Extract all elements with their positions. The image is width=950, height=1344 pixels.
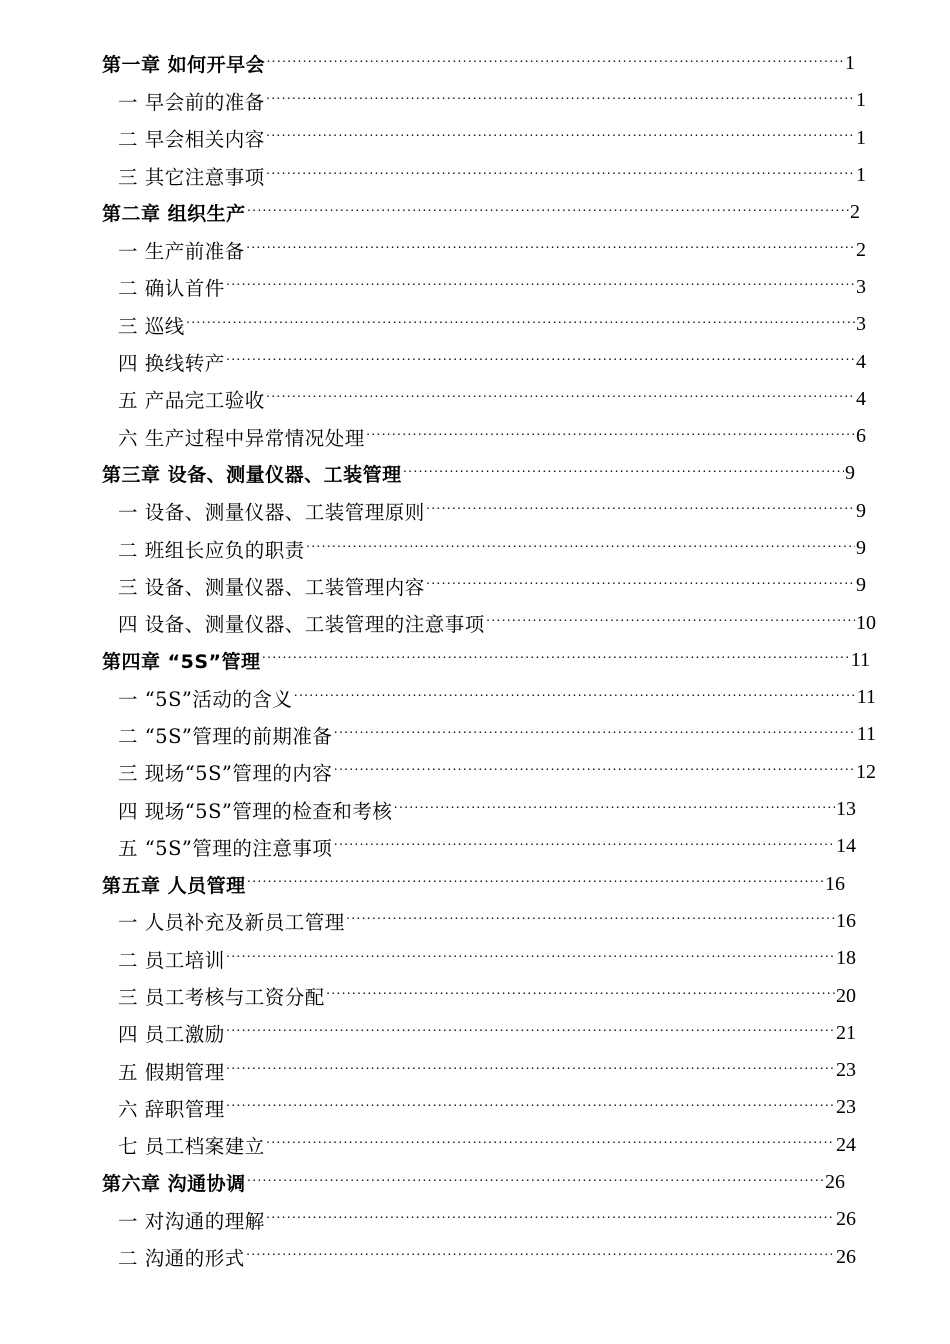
toc-page-number: 23 bbox=[836, 1059, 856, 1082]
toc-chapter-entry[interactable] bbox=[102, 1164, 845, 1201]
toc-dot-leader bbox=[226, 950, 835, 966]
toc-section-entry[interactable] bbox=[102, 567, 866, 604]
toc-dot-leader bbox=[266, 167, 855, 183]
toc-dot-leader bbox=[346, 912, 835, 928]
toc-dot-leader bbox=[293, 689, 855, 705]
toc-page-number: 1 bbox=[856, 164, 866, 187]
toc-page-number: 21 bbox=[836, 1021, 856, 1044]
toc-section-entry[interactable] bbox=[102, 791, 856, 828]
toc-entry-title: 第四章 “5S”管理 bbox=[102, 650, 261, 673]
toc-dot-leader bbox=[246, 241, 855, 257]
toc-section-entry[interactable] bbox=[102, 1127, 856, 1164]
toc-section-entry[interactable] bbox=[102, 828, 856, 865]
toc-entry-title: 一 人员补充及新员工管理 bbox=[118, 911, 345, 935]
toc-section-entry[interactable] bbox=[102, 1201, 856, 1238]
toc-entry-title: 二 确认首件 bbox=[118, 277, 225, 301]
toc-entry-title: 第六章 沟通协调 bbox=[102, 1173, 246, 1196]
toc-page-number: 11 bbox=[856, 723, 876, 746]
toc-section-entry[interactable] bbox=[102, 381, 866, 418]
toc-chapter-entry[interactable] bbox=[102, 455, 855, 492]
toc-dot-leader bbox=[326, 987, 835, 1003]
toc-dot-leader bbox=[266, 92, 855, 108]
toc-dot-leader bbox=[266, 390, 855, 406]
toc-dot-leader bbox=[306, 540, 855, 556]
toc-dot-leader bbox=[266, 55, 844, 71]
toc-entry-title: 一 生产前准备 bbox=[118, 240, 245, 264]
toc-page-number: 16 bbox=[825, 872, 845, 895]
toc-section-entry[interactable] bbox=[102, 157, 866, 194]
toc-page-number: 10 bbox=[856, 611, 876, 634]
toc-chapter-entry[interactable] bbox=[102, 194, 860, 231]
toc-chapter-entry[interactable] bbox=[102, 642, 870, 679]
toc-dot-leader bbox=[333, 726, 855, 742]
toc-section-entry[interactable] bbox=[102, 269, 866, 306]
toc-page-number: 20 bbox=[836, 984, 856, 1007]
toc-entry-title: 七 员工档案建立 bbox=[118, 1135, 265, 1159]
toc-dot-leader bbox=[366, 428, 855, 444]
toc-entry-title: 二 早会相关内容 bbox=[118, 128, 265, 152]
toc-entry-title: 第一章 如何开早会 bbox=[102, 54, 266, 77]
toc-entry-title: 四 换线转产 bbox=[118, 352, 225, 376]
toc-section-entry[interactable] bbox=[102, 306, 866, 343]
toc-page-number: 3 bbox=[856, 275, 866, 298]
toc-entry-title: 二 员工培训 bbox=[118, 948, 225, 972]
toc-entry-title: 三 现场“5S”管理的内容 bbox=[118, 762, 333, 786]
toc-page-number: 9 bbox=[856, 574, 866, 597]
toc-section-entry[interactable] bbox=[102, 977, 856, 1014]
toc-entry-title: 一 “5S”活动的含义 bbox=[118, 687, 293, 711]
toc-entry-title: 三 其它注意事项 bbox=[118, 165, 265, 189]
toc-dot-leader bbox=[247, 1174, 824, 1190]
toc-dot-leader bbox=[266, 1136, 835, 1152]
toc-dot-leader bbox=[426, 502, 855, 518]
toc-dot-leader bbox=[226, 1062, 835, 1078]
toc-dot-leader bbox=[266, 129, 855, 145]
toc-section-entry[interactable] bbox=[102, 754, 876, 791]
toc-entry-title: 四 设备、测量仪器、工装管理的注意事项 bbox=[118, 613, 485, 637]
toc-page-number: 13 bbox=[836, 798, 856, 821]
toc-page-number: 3 bbox=[856, 313, 866, 336]
toc-page-number: 6 bbox=[856, 425, 866, 448]
toc-dot-leader bbox=[333, 838, 835, 854]
toc-page-number: 1 bbox=[845, 52, 855, 75]
toc-dot-leader bbox=[393, 801, 835, 817]
toc-entry-title: 一 设备、测量仪器、工装管理原则 bbox=[118, 501, 425, 525]
toc-section-entry[interactable] bbox=[102, 1015, 856, 1052]
toc-dot-leader bbox=[333, 763, 855, 779]
toc-section-entry[interactable] bbox=[102, 82, 866, 119]
toc-page-number: 24 bbox=[836, 1133, 856, 1156]
toc-section-entry[interactable] bbox=[102, 231, 866, 268]
toc-page-number: 4 bbox=[856, 387, 866, 410]
toc-entry-title: 六 生产过程中异常情况处理 bbox=[118, 426, 365, 450]
toc-page-number: 26 bbox=[836, 1208, 856, 1231]
toc-dot-leader bbox=[226, 1099, 835, 1115]
toc-chapter-entry[interactable] bbox=[102, 866, 845, 903]
toc-dot-leader bbox=[226, 1024, 835, 1040]
toc-page-number: 9 bbox=[856, 499, 866, 522]
toc-page-number: 12 bbox=[856, 760, 876, 783]
toc-entry-title: 第二章 组织生产 bbox=[102, 203, 246, 226]
toc-dot-leader bbox=[262, 651, 850, 667]
toc-section-entry[interactable] bbox=[102, 343, 866, 380]
toc-page-number: 14 bbox=[836, 835, 856, 858]
toc-page-number: 9 bbox=[845, 462, 855, 485]
toc-dot-leader bbox=[403, 465, 844, 481]
toc-page-number: 9 bbox=[856, 537, 866, 559]
toc-section-entry[interactable] bbox=[102, 903, 856, 940]
toc-section-entry[interactable] bbox=[102, 940, 856, 977]
toc-section-entry[interactable] bbox=[102, 418, 866, 455]
toc-chapter-entry[interactable] bbox=[102, 45, 855, 82]
toc-page-number: 2 bbox=[856, 238, 866, 261]
toc-dot-leader bbox=[247, 204, 849, 220]
toc-page-number: 2 bbox=[850, 201, 860, 224]
toc-page-number: 4 bbox=[856, 350, 866, 373]
toc-page-number: 1 bbox=[856, 89, 866, 112]
toc-entry-title: 第三章 设备、测量仪器、工装管理 bbox=[102, 464, 402, 487]
toc-section-entry[interactable] bbox=[102, 716, 876, 753]
toc-page-number: 11 bbox=[856, 686, 876, 709]
table-of-contents bbox=[102, 45, 876, 1276]
toc-section-entry[interactable] bbox=[102, 604, 876, 641]
toc-page-number: 18 bbox=[836, 947, 856, 970]
toc-section-entry[interactable] bbox=[102, 120, 866, 157]
toc-section-entry[interactable] bbox=[102, 1239, 856, 1276]
toc-dot-leader bbox=[246, 1248, 835, 1264]
toc-page-number: 16 bbox=[836, 909, 856, 932]
toc-entry-title: 三 巡线 bbox=[118, 314, 185, 338]
toc-entry-title: 三 员工考核与工资分配 bbox=[118, 986, 325, 1010]
toc-dot-leader bbox=[186, 316, 855, 332]
toc-page-number: 1 bbox=[856, 126, 866, 149]
toc-entry-title: 一 早会前的准备 bbox=[118, 90, 265, 114]
toc-dot-leader bbox=[226, 278, 855, 294]
toc-entry-title: 二 沟通的形式 bbox=[118, 1247, 245, 1271]
toc-page-number: 11 bbox=[850, 648, 870, 671]
toc-entry-title: 四 员工激励 bbox=[118, 1023, 225, 1047]
toc-entry-title: 第五章 人员管理 bbox=[102, 874, 246, 897]
toc-section-entry[interactable] bbox=[102, 1052, 856, 1089]
toc-section-entry[interactable] bbox=[102, 1089, 856, 1126]
toc-section-entry[interactable] bbox=[102, 493, 866, 530]
toc-dot-leader bbox=[486, 614, 855, 630]
toc-dot-leader bbox=[247, 875, 824, 891]
toc-page-number: 26 bbox=[825, 1171, 845, 1194]
toc-entry-title: 五 假期管理 bbox=[118, 1060, 225, 1084]
toc-dot-leader bbox=[226, 353, 855, 369]
toc-section-entry[interactable] bbox=[102, 530, 866, 567]
toc-page-number: 23 bbox=[836, 1096, 856, 1119]
toc-entry-title: 六 辞职管理 bbox=[118, 1097, 225, 1121]
toc-entry-title: 五 “5S”管理的注意事项 bbox=[118, 836, 333, 860]
toc-entry-title: 三 设备、测量仪器、工装管理内容 bbox=[118, 575, 425, 599]
toc-entry-title: 四 现场“5S”管理的检查和考核 bbox=[118, 799, 393, 823]
toc-entry-title: 五 产品完工验收 bbox=[118, 389, 265, 413]
toc-section-entry[interactable] bbox=[102, 679, 876, 716]
toc-dot-leader bbox=[266, 1211, 835, 1227]
toc-entry-title: 一 对沟通的理解 bbox=[118, 1209, 265, 1233]
toc-page-number: 26 bbox=[836, 1245, 856, 1268]
toc-entry-title: 二 班组长应负的职责 bbox=[118, 538, 305, 562]
toc-entry-title: 二 “5S”管理的前期准备 bbox=[118, 724, 333, 748]
toc-dot-leader bbox=[426, 577, 855, 593]
